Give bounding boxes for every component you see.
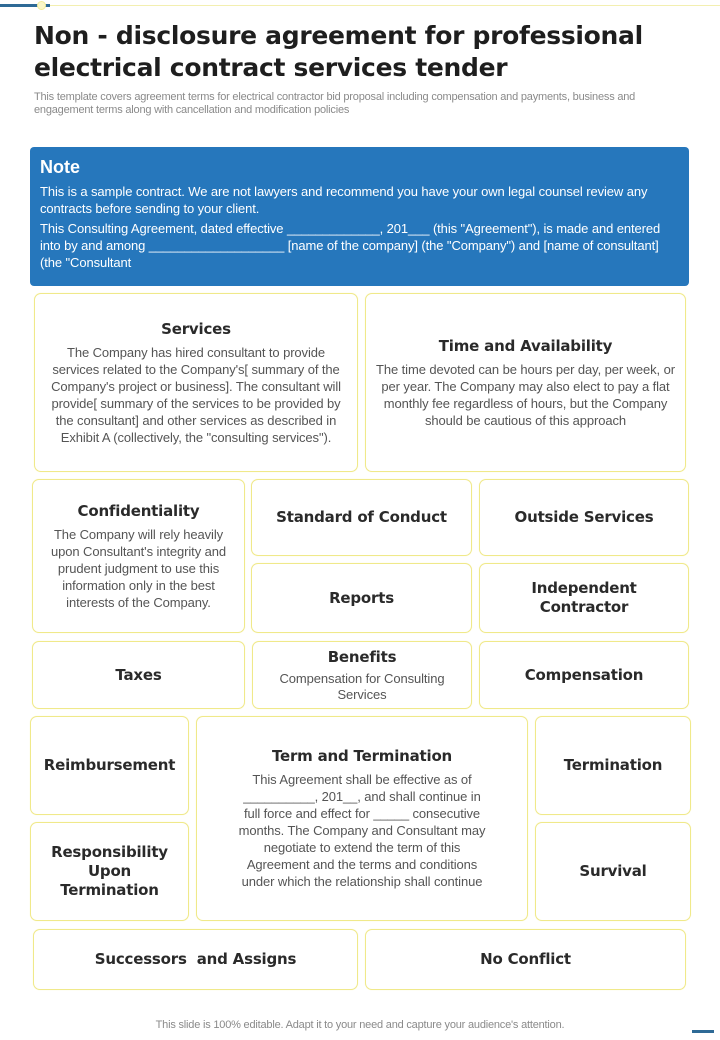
section-termination <box>535 716 691 815</box>
section-successors-and-assigns <box>33 929 358 990</box>
page-title: Non - disclosure agreement for professional electrical contract services tender <box>34 21 643 82</box>
section-confidentiality <box>32 479 245 633</box>
top-accent-dot <box>37 1 46 10</box>
footer-note: This slide is 100% editable. Adapt it to your need and capture your audience's attention. <box>155 1019 565 1031</box>
section-title: Time and Availability <box>438 336 613 355</box>
page-subtitle: This template covers agreement terms for electrical contractor bid proposal including compensation and payments, business and engagement terms along with cancellation and modification policies <box>34 91 636 116</box>
section-text: This Agreement shall be effective as of __________, 201__, and shall continue in full force and effect for _____ consecutive months. The Company and Consultant may negotiate to extend the term of this Agreement and the terms and conditions under which the relationship shall continue <box>238 772 486 889</box>
section-title: Responsibility Upon Termination <box>51 843 168 899</box>
section-time-availability <box>365 293 686 472</box>
section-title: Confidentiality <box>77 501 200 520</box>
section-title: Term and Termination <box>271 747 453 765</box>
section-title: Taxes <box>115 665 162 684</box>
section-independent-contractor <box>479 563 689 633</box>
section-title: Standard of Conduct <box>276 508 447 526</box>
section-reports <box>251 563 472 633</box>
section-text: The Company has hired consultant to provide services related to the Company's[ summary of the Company's project or business]. The consultant will provide[ summary of the services to be provided by the consultant] and other services as described in Exhibit A (collectively, the "consulting services"). <box>51 344 341 445</box>
section-title: Termination <box>563 756 663 774</box>
section-title: Independent Contractor <box>531 579 637 616</box>
section-title: Successors and Assigns <box>94 950 297 968</box>
section-services <box>34 293 358 472</box>
section-outside-services <box>479 479 689 556</box>
section-responsibility-upon-termination <box>30 822 189 921</box>
section-no-conflict <box>365 929 686 990</box>
section-title: Outside Services <box>514 508 654 526</box>
section-title: Services <box>161 319 231 338</box>
section-compensation <box>479 641 689 709</box>
section-text: The time devoted can be hours per day, per week, or per year. The Company may also elect to pay a flat monthly fee regardless of hours, but the Company should be cautious of this approach <box>376 361 675 428</box>
section-title: No Conflict <box>480 950 571 968</box>
section-term-and-termination <box>196 716 528 921</box>
section-text: The Company will rely heavily upon Consultant's integrity and prudent judgment to use this information only in the best interests of the Company. <box>51 526 226 610</box>
section-title: Benefits <box>327 647 397 666</box>
note-title: Note <box>40 157 80 177</box>
section-text: Compensation for Consulting Services <box>279 670 445 702</box>
section-title: Reimbursement <box>43 756 176 774</box>
note-agreement-intro: This Consulting Agreement, dated effective _____________, 201___ (this "Agreement"), is made and entered into by and among ___________________ [name of the company] (the "Company") and [name of consultant] (the "Consultant <box>40 221 661 270</box>
section-title: Survival <box>579 862 647 880</box>
section-taxes <box>32 641 245 709</box>
section-benefits <box>252 641 472 709</box>
section-survival <box>535 822 691 921</box>
top-divider-line <box>50 5 720 6</box>
section-reimbursement <box>30 716 189 815</box>
section-title: Reports <box>329 588 394 607</box>
note-panel <box>30 147 689 286</box>
note-disclaimer: This is a sample contract. We are not lawyers and recommend you have your own legal counsel review any contracts before sending to your client. <box>40 184 648 216</box>
section-standard-of-conduct <box>251 479 472 556</box>
footer-accent-bar <box>692 1030 714 1033</box>
section-title: Compensation <box>524 665 644 684</box>
